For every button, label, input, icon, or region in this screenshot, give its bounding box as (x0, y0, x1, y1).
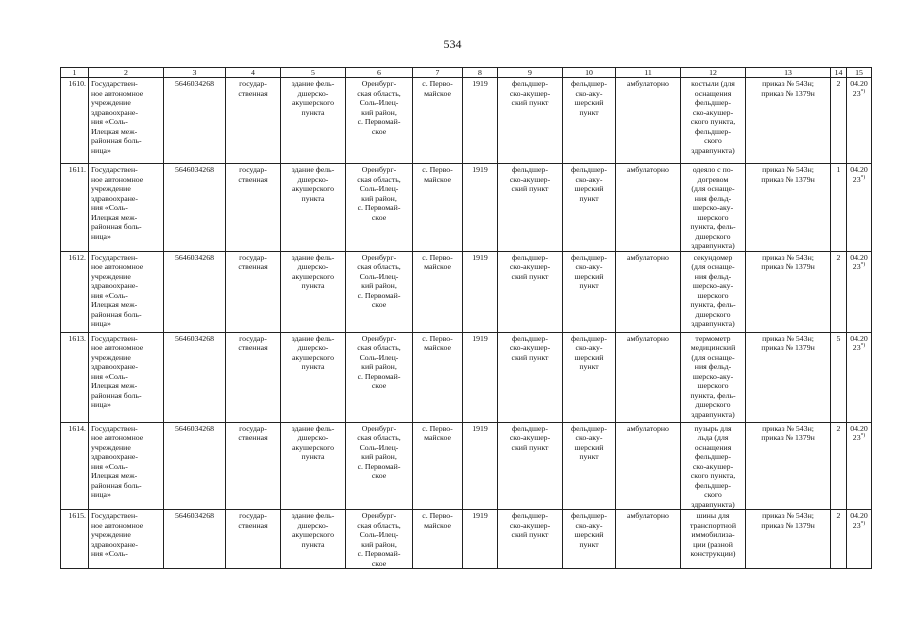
column-number: 2 (89, 68, 164, 78)
table-row (61, 332, 872, 422)
inn-cell: 5646034268 (164, 422, 226, 510)
registry-table (60, 67, 872, 569)
column-number: 8 (463, 68, 498, 78)
facility-subtype-cell: фельдшер- ско-аку- шерский пункт (563, 78, 616, 164)
facility-type-cell: фельдшер- ско-акушер- ский пункт (498, 422, 563, 510)
facility-type-cell: фельдшер- ско-акушер- ский пункт (498, 510, 563, 569)
footnote-mark: *) (860, 87, 866, 94)
ownership-cell: государ- ственная (226, 422, 281, 510)
column-number: 9 (498, 68, 563, 78)
column-number: 6 (346, 68, 413, 78)
year-cell: 1919 (463, 251, 498, 332)
address-cell: Оренбург- ская область, Соль-Илец- кий район, с. Первомай- ское (346, 422, 413, 510)
footnote-mark: *) (860, 173, 866, 180)
care-form-cell: амбулаторно (616, 78, 681, 164)
inn-cell: 5646034268 (164, 164, 226, 252)
footnote-mark: *) (860, 519, 866, 526)
organization-cell: Государствен- ное автономное учреждение здравоохране- ния «Соль- Илецкая меж- районная боль- ница» (89, 78, 164, 164)
settlement-cell: с. Перво- майское (413, 78, 463, 164)
facility-type-cell: фельдшер- ско-акушер- ский пункт (498, 251, 563, 332)
row-number-cell: 1610. (61, 78, 89, 164)
organization-cell: Государствен- ное автономное учреждение здравоохране- ния «Соль- Илецкая меж- районная боль- ница» (89, 332, 164, 422)
organization-cell: Государствен- ное автономное учреждение здравоохране- ния «Соль- Илецкая меж- районная боль- ница» (89, 164, 164, 252)
equipment-cell: секундомер (для оснаще- ния фельд- шерско-аку- шерского пункта, фель- дшерского здравпункта) (681, 251, 746, 332)
order-cell: приказ № 543н; приказ № 1379н (746, 422, 831, 510)
row-number-cell: 1611. (61, 164, 89, 252)
column-number: 4 (226, 68, 281, 78)
order-cell: приказ № 543н; приказ № 1379н (746, 164, 831, 252)
date-cell (847, 422, 872, 510)
column-number: 1 (61, 68, 89, 78)
equipment-cell: костыли (для оснащения фельдшер- ско-акушер- ского пункта, фельдшер- ского здравпункта) (681, 78, 746, 164)
column-number: 5 (281, 68, 346, 78)
date-cell (847, 251, 872, 332)
facility-subtype-cell: фельдшер- ско-аку- шерский пункт (563, 164, 616, 252)
equipment-cell: шины для транспортной иммобилиза- ции (разной конструкции) (681, 510, 746, 569)
building-cell: здание фель- дшерско- акушерского пункта (281, 251, 346, 332)
date-cell (847, 332, 872, 422)
table-row (61, 510, 872, 569)
facility-subtype-cell: фельдшер- ско-аку- шерский пункт (563, 510, 616, 569)
settlement-cell: с. Перво- майское (413, 164, 463, 252)
footnote-mark: *) (860, 432, 866, 439)
column-number: 11 (616, 68, 681, 78)
column-number: 13 (746, 68, 831, 78)
date-value: 04.2023 (850, 165, 868, 184)
column-number: 7 (413, 68, 463, 78)
row-number-cell: 1612. (61, 251, 89, 332)
table-row (61, 164, 872, 252)
care-form-cell: амбулаторно (616, 332, 681, 422)
row-number-cell: 1615. (61, 510, 89, 569)
page-number: 534 (443, 37, 462, 51)
inn-cell: 5646034268 (164, 510, 226, 569)
date-value: 04.2023 (850, 333, 868, 352)
equipment-cell: термометр медицинский (для оснаще- ния фельд- шерско-аку- шерского пункта, фель- дшерского здравпункта) (681, 332, 746, 422)
ownership-cell: государ- ственная (226, 78, 281, 164)
order-cell: приказ № 543н; приказ № 1379н (746, 251, 831, 332)
inn-cell: 5646034268 (164, 251, 226, 332)
date-cell (847, 78, 872, 164)
organization-cell: Государствен- ное автономное учреждение здравоохране- ния «Соль- (89, 510, 164, 569)
quantity-cell: 2 (831, 78, 847, 164)
quantity-cell: 5 (831, 332, 847, 422)
quantity-cell: 2 (831, 510, 847, 569)
facility-type-cell: фельдшер- ско-акушер- ский пункт (498, 332, 563, 422)
settlement-cell: с. Перво- майское (413, 422, 463, 510)
order-cell: приказ № 543н; приказ № 1379н (746, 510, 831, 569)
column-number: 10 (563, 68, 616, 78)
building-cell: здание фель- дшерско- акушерского пункта (281, 422, 346, 510)
care-form-cell: амбулаторно (616, 510, 681, 569)
table-row (61, 251, 872, 332)
order-cell: приказ № 543н; приказ № 1379н (746, 78, 831, 164)
year-cell: 1919 (463, 510, 498, 569)
care-form-cell: амбулаторно (616, 422, 681, 510)
settlement-cell: с. Перво- майское (413, 251, 463, 332)
footnote-mark: *) (860, 261, 866, 268)
column-number-row (61, 68, 872, 78)
ownership-cell: государ- ственная (226, 164, 281, 252)
table-row (61, 78, 872, 164)
footnote-mark: *) (860, 342, 866, 349)
inn-cell: 5646034268 (164, 332, 226, 422)
address-cell: Оренбург- ская область, Соль-Илец- кий район, с. Первомай- ское (346, 251, 413, 332)
table-row (61, 422, 872, 510)
settlement-cell: с. Перво- майское (413, 332, 463, 422)
facility-subtype-cell: фельдшер- ско-аку- шерский пункт (563, 251, 616, 332)
column-number: 12 (681, 68, 746, 78)
column-number: 3 (164, 68, 226, 78)
date-value: 04.2023 (850, 252, 868, 271)
row-number-cell: 1614. (61, 422, 89, 510)
equipment-cell: пузырь для льда (для оснащения фельдшер- ско-акушер- ского пункта, фельдшер- ского здравпункта) (681, 422, 746, 510)
column-number: 15 (847, 68, 872, 78)
organization-cell: Государствен- ное автономное учреждение здравоохране- ния «Соль- Илецкая меж- районная боль- ница» (89, 422, 164, 510)
table-body (61, 68, 872, 569)
quantity-cell: 1 (831, 164, 847, 252)
ownership-cell: государ- ственная (226, 251, 281, 332)
ownership-cell: государ- ственная (226, 510, 281, 569)
year-cell: 1919 (463, 422, 498, 510)
building-cell: здание фель- дшерско- акушерского пункта (281, 510, 346, 569)
column-number: 14 (831, 68, 847, 78)
inn-cell: 5646034268 (164, 78, 226, 164)
facility-subtype-cell: фельдшер- ско-аку- шерский пункт (563, 422, 616, 510)
address-cell: Оренбург- ская область, Соль-Илец- кий район, с. Первомай- ское (346, 332, 413, 422)
row-number-cell: 1613. (61, 332, 89, 422)
date-cell (847, 164, 872, 252)
organization-cell: Государствен- ное автономное учреждение здравоохране- ния «Соль- Илецкая меж- районная боль- ница» (89, 251, 164, 332)
address-cell: Оренбург- ская область, Соль-Илец- кий район, с. Первомай- ское (346, 510, 413, 569)
address-cell: Оренбург- ская область, Соль-Илец- кий район, с. Первомай- ское (346, 164, 413, 252)
order-cell: приказ № 543н; приказ № 1379н (746, 332, 831, 422)
quantity-cell: 2 (831, 422, 847, 510)
facility-type-cell: фельдшер- ско-акушер- ский пункт (498, 164, 563, 252)
ownership-cell: государ- ственная (226, 332, 281, 422)
equipment-cell: одеяло с по- догревом (для оснаще- ния фельд- шерско-аку- шерского пункта, фель- дшерского здравпункта) (681, 164, 746, 252)
care-form-cell: амбулаторно (616, 251, 681, 332)
date-cell (847, 510, 872, 569)
date-value: 04.2023 (850, 423, 868, 442)
care-form-cell: амбулаторно (616, 164, 681, 252)
year-cell: 1919 (463, 164, 498, 252)
quantity-cell: 2 (831, 251, 847, 332)
building-cell: здание фель- дшерско- акушерского пункта (281, 164, 346, 252)
year-cell: 1919 (463, 78, 498, 164)
building-cell: здание фель- дшерско- акушерского пункта (281, 78, 346, 164)
date-value: 04.2023 (850, 79, 868, 98)
address-cell: Оренбург- ская область, Соль-Илец- кий район, с. Первомай- ское (346, 78, 413, 164)
building-cell: здание фель- дшерско- акушерского пункта (281, 332, 346, 422)
facility-type-cell: фельдшер- ско-акушер- ский пункт (498, 78, 563, 164)
facility-subtype-cell: фельдшер- ско-аку- шерский пункт (563, 332, 616, 422)
date-value: 04.2023 (850, 511, 868, 530)
settlement-cell: с. Перво- майское (413, 510, 463, 569)
year-cell: 1919 (463, 332, 498, 422)
